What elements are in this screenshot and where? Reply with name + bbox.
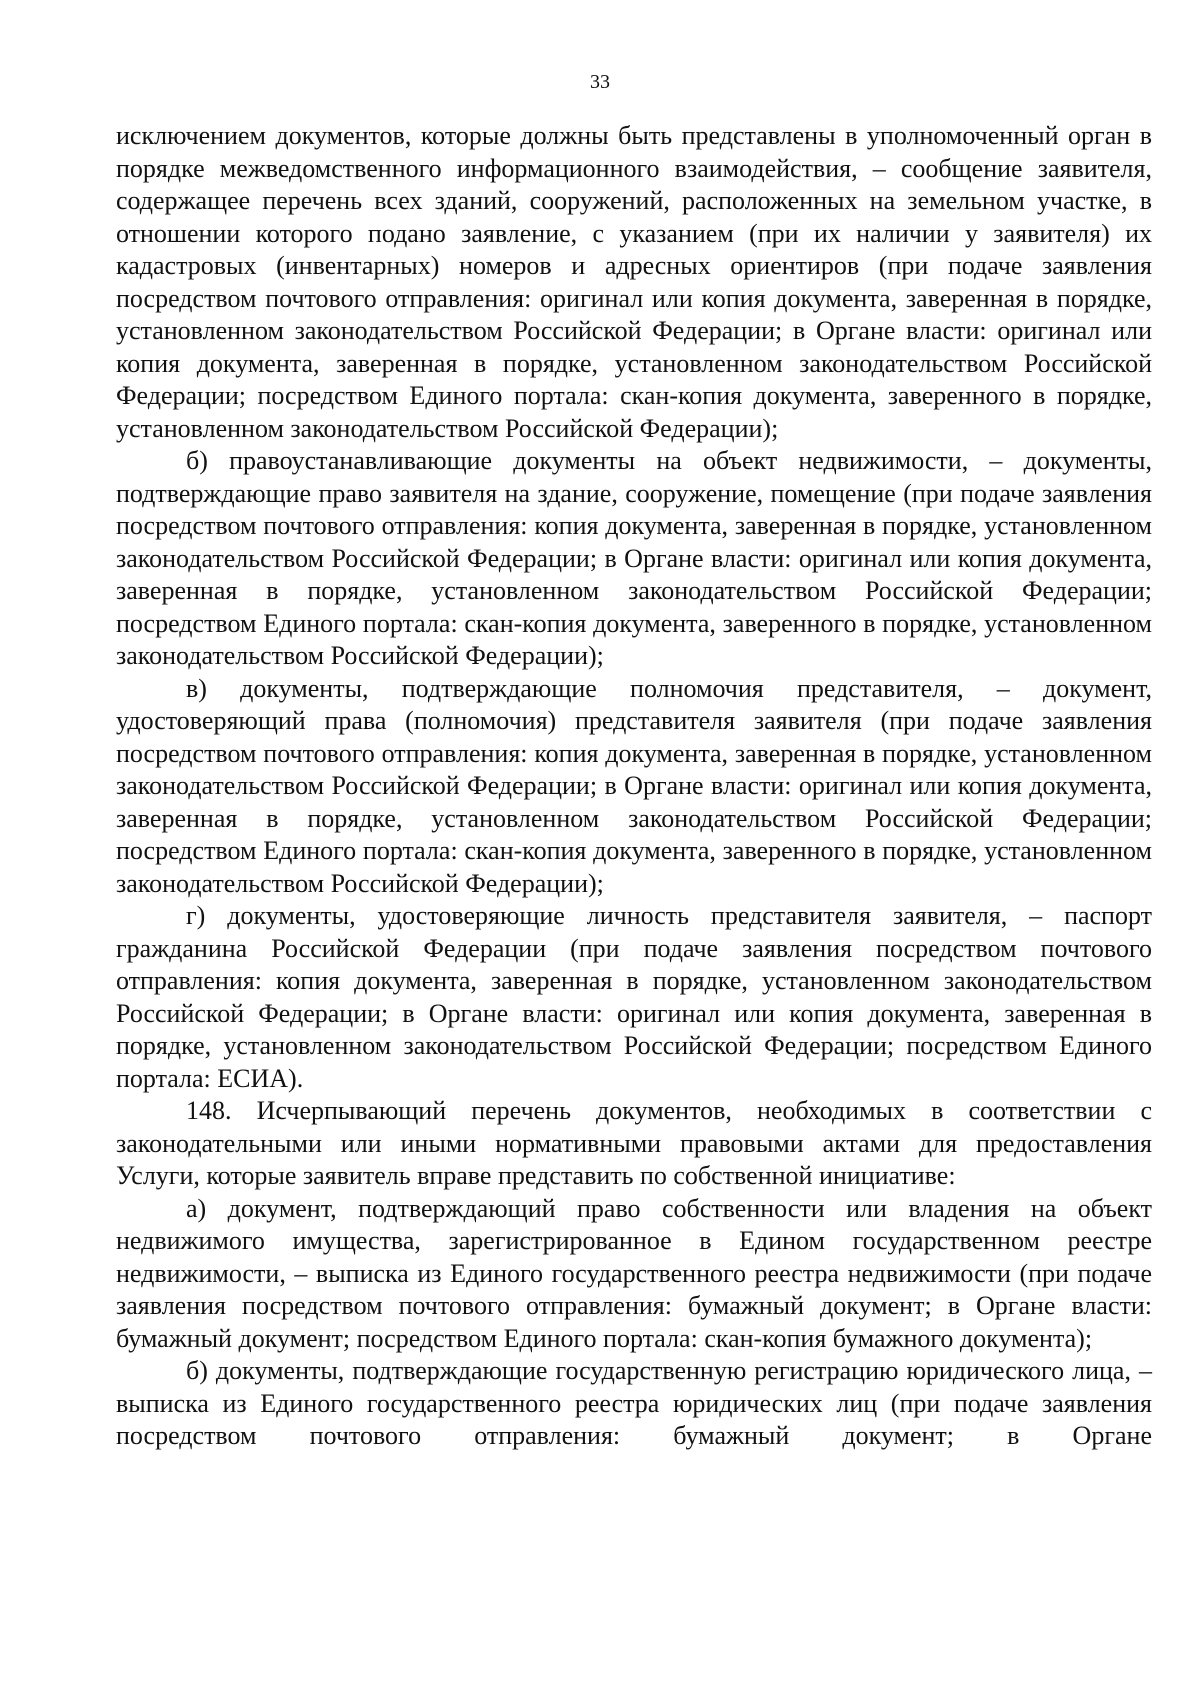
paragraph-continuation: исключением документов, которые должны быть представлены в уполномоченный орган в порядке межведомственного информационного взаимодействия, – сообщение заявителя, содержащее перечень всех зданий, сооружений, расположенных на земельном участке, в отношении которого подано заявление, с указанием (при их наличии у заявителя) их кадастровых (инвентарных) номеров и адресных ориентиров (при подаче заявления посредством почтового отправления: оригинал или копия документа, заверенная в порядке, установленном законодательством Российской Федерации; в Органе власти: оригинал или копия документа, заверенная в порядке, установленном законодательством Российской Федерации; посредством Единого портала: скан-копия документа, заверенного в порядке, установленном законодательством Российской Федерации); bbox=[116, 121, 1152, 443]
paragraph-item-a-ownership-document: а) документ, подтверждающий право собственности или владения на объект недвижимого имущества, зарегистрированное в Едином государственном реестре недвижимости, – выписка из Единого государственного реестра недвижимости (при подаче заявления посредством почтового отправления: бумажный документ; в Органе власти: бумажный документ; посредством Единого портала: скан-копия бумажного документа); bbox=[116, 1193, 1152, 1353]
paragraph-item-b-title-documents: б) правоустанавливающие документы на объект недвижимости, – документы, подтверждающие право заявителя на здание, сооружение, помещение (при подаче заявления посредством почтового отправления: копия документа, заверенная в порядке, установленном законодательством Российской Федерации; в Органе власти: оригинал или копия документа, заверенная в порядке, установленном законодательством Российской Федерации; посредством Единого портала: скан-копия документа, заверенного в порядке, установленном законодательством Российской Федерации); bbox=[116, 446, 1152, 670]
paragraph-item-v-representative-authority: в) документы, подтверждающие полномочия представителя, – документ, удостоверяющий права (полномочия) представителя заявителя (при подаче заявления посредством почтового отправления: копия документа, заверенная в порядке, установленном законодательством Российской Федерации; в Органе власти: оригинал или копия документа, заверенная в порядке, установленном законодательством Российской Федерации; посредством Единого портала: скан-копия документа, заверенного в порядке, установленном законодательством Российской Федерации); bbox=[116, 673, 1152, 898]
paragraph-item-g-representative-identity: г) документы, удостоверяющие личность представителя заявителя, – паспорт гражданина Российской Федерации (при подаче заявления посредством почтового отправления: копия документа, заверенная в порядке, установленном законодательством Российской Федерации; в Органе власти: оригинал или копия документа, заверенная в порядке, установленном законодательством Российской Федерации; посредством Единого портала: ЕСИА). bbox=[116, 901, 1152, 1093]
paragraph-148-heading: 148. Исчерпывающий перечень документов, необходимых в соответствии с законодательными или иными нормативными правовыми актами для предоставления Услуги, которые заявитель вправе представить по собственной инициативе: bbox=[116, 1096, 1152, 1190]
page-number: 33 bbox=[590, 71, 610, 93]
paragraph-item-b-legal-entity-registration: б) документы, подтверждающие государственную регистрацию юридического лица, – выписка из Единого государственного реестра юридических лиц (при подаче заявления посредством почтового отправления: бумажный документ; в Органе bbox=[116, 1356, 1152, 1450]
document-body bbox=[116, 120, 1152, 1453]
